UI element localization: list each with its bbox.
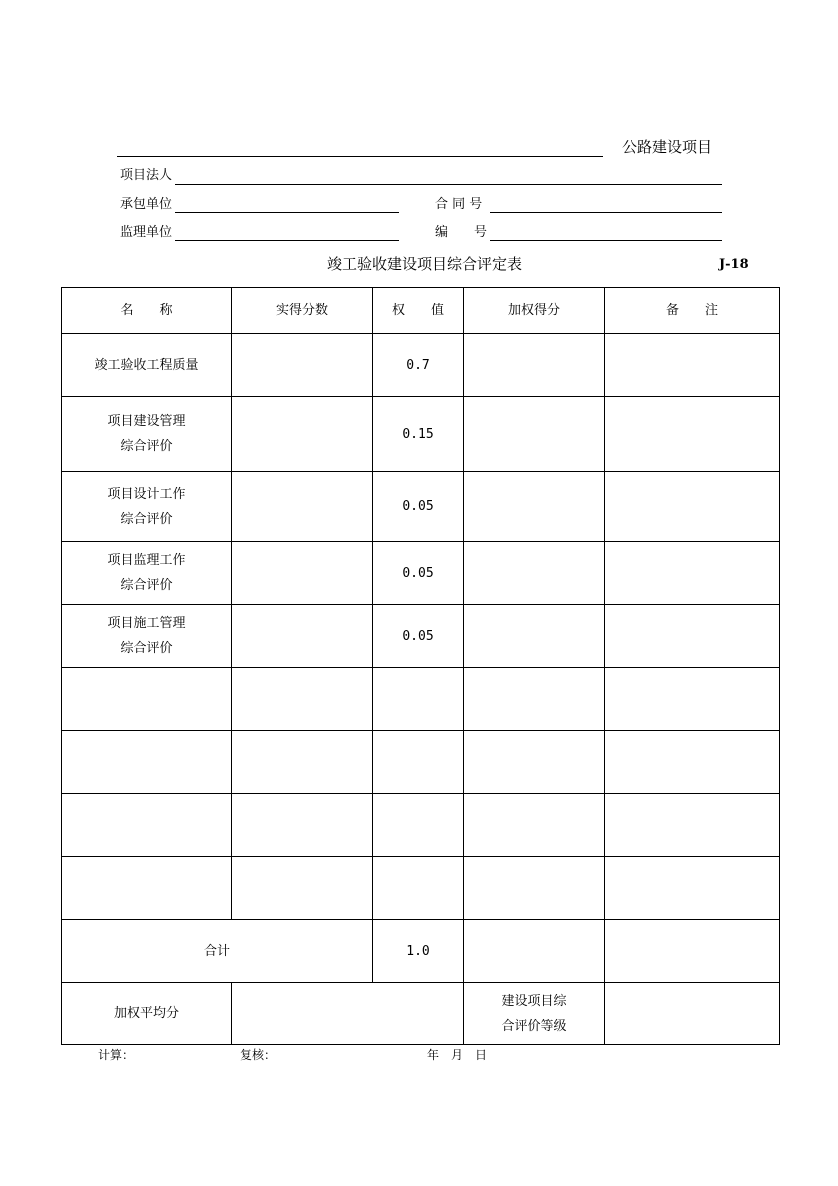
total-remark-cell[interactable] — [605, 920, 780, 983]
row-name — [62, 605, 232, 668]
weight-cell: 0.05 — [373, 542, 464, 605]
empty-cell[interactable] — [605, 668, 780, 731]
row-name-line1: 项目施工管理 — [107, 616, 186, 631]
table-row — [62, 605, 780, 668]
total-label: 合计 — [62, 920, 373, 983]
form-code: J-18 — [719, 257, 749, 272]
review-label: 复核： — [240, 1048, 277, 1062]
row-name — [62, 542, 232, 605]
contractor-label: 承包单位 — [120, 197, 173, 212]
total-row — [62, 920, 780, 983]
table-header-row — [62, 288, 780, 334]
supervisor-line — [175, 240, 399, 241]
empty-cell[interactable] — [232, 794, 373, 857]
empty-cell[interactable] — [464, 857, 605, 920]
column-header: 名 称 — [62, 288, 232, 334]
empty-cell[interactable] — [373, 794, 464, 857]
column-header: 权 值 — [373, 288, 464, 334]
empty-cell[interactable] — [232, 857, 373, 920]
column-header: 加权得分 — [464, 288, 605, 334]
project-name-line — [117, 156, 603, 157]
empty-cell[interactable] — [605, 731, 780, 794]
empty-cell[interactable] — [62, 668, 232, 731]
empty-cell[interactable] — [605, 794, 780, 857]
empty-cell[interactable] — [62, 731, 232, 794]
column-header: 实得分数 — [232, 288, 373, 334]
supervisor-label: 监理单位 — [120, 225, 173, 240]
row-name-line1: 项目设计工作 — [107, 486, 186, 502]
weighted-score-cell[interactable] — [464, 397, 605, 472]
remark-cell[interactable] — [605, 334, 780, 397]
score-cell[interactable] — [232, 605, 373, 668]
grade-label-line1: 建设项目综 — [501, 993, 567, 1009]
calc-label: 计算： — [98, 1048, 135, 1062]
table-row — [62, 542, 780, 605]
date-label: 年 月 日 — [427, 1048, 488, 1062]
empty-cell[interactable] — [232, 668, 373, 731]
weight-cell: 0.15 — [373, 397, 464, 472]
row-name-line2: 综合评价 — [120, 578, 173, 593]
remark-cell[interactable] — [605, 472, 780, 542]
empty-cell[interactable] — [373, 857, 464, 920]
weight-cell: 0.05 — [373, 605, 464, 668]
remark-cell[interactable] — [605, 605, 780, 668]
row-name-line2: 综合评价 — [120, 439, 173, 454]
empty-cell[interactable] — [464, 731, 605, 794]
empty-row — [62, 794, 780, 857]
row-name — [62, 397, 232, 472]
row-name — [62, 472, 232, 542]
row-name-text: 竣工验收工程质量 — [94, 357, 199, 373]
grade-cell[interactable] — [605, 983, 780, 1045]
serial-no-label: 编 号 — [435, 225, 488, 240]
weight-cell: 0.05 — [373, 472, 464, 542]
contractor-line — [175, 212, 399, 213]
total-weighted-cell[interactable] — [464, 920, 605, 983]
remark-cell[interactable] — [605, 397, 780, 472]
grade-label-line2: 合评价等级 — [501, 1018, 567, 1034]
empty-cell[interactable] — [605, 857, 780, 920]
row-name — [62, 334, 232, 397]
score-cell[interactable] — [232, 334, 373, 397]
score-cell[interactable] — [232, 397, 373, 472]
empty-cell[interactable] — [232, 731, 373, 794]
empty-row — [62, 731, 780, 794]
weighted-score-cell[interactable] — [464, 472, 605, 542]
weighted-average-label: 加权平均分 — [62, 983, 232, 1045]
row-name-line2: 综合评价 — [120, 641, 173, 656]
remark-cell[interactable] — [605, 542, 780, 605]
contract-no-label: 合 同 号 — [435, 197, 483, 212]
table-row — [62, 397, 780, 472]
empty-cell[interactable] — [62, 794, 232, 857]
contract-no-line — [490, 212, 722, 213]
owner-line — [175, 184, 722, 185]
empty-cell[interactable] — [373, 731, 464, 794]
serial-no-line — [490, 240, 722, 241]
document-title: 竣工验收建设项目综合评定表 — [327, 255, 523, 273]
row-name-line1: 项目监理工作 — [107, 553, 186, 568]
empty-cell[interactable] — [62, 857, 232, 920]
weighted-score-cell[interactable] — [464, 605, 605, 668]
weighted-score-cell[interactable] — [464, 334, 605, 397]
empty-cell[interactable] — [373, 668, 464, 731]
score-cell[interactable] — [232, 472, 373, 542]
column-header: 备 注 — [605, 288, 780, 334]
table-row — [62, 334, 780, 397]
row-name-line1: 项目建设管理 — [107, 414, 186, 429]
project-title: 公路建设项目 — [622, 138, 713, 156]
empty-row — [62, 857, 780, 920]
total-weight: 1.0 — [373, 920, 464, 983]
table-row — [62, 472, 780, 542]
weight-cell: 0.7 — [373, 334, 464, 397]
empty-row — [62, 668, 780, 731]
score-cell[interactable] — [232, 542, 373, 605]
weighted-score-cell[interactable] — [464, 542, 605, 605]
weighted-average-cell[interactable] — [232, 983, 464, 1045]
empty-cell[interactable] — [464, 668, 605, 731]
evaluation-table — [61, 287, 780, 1045]
owner-label: 项目法人 — [120, 168, 173, 183]
row-name-line2: 综合评价 — [120, 511, 173, 527]
empty-cell[interactable] — [464, 794, 605, 857]
summary-row — [62, 983, 780, 1045]
grade-label — [464, 983, 605, 1045]
